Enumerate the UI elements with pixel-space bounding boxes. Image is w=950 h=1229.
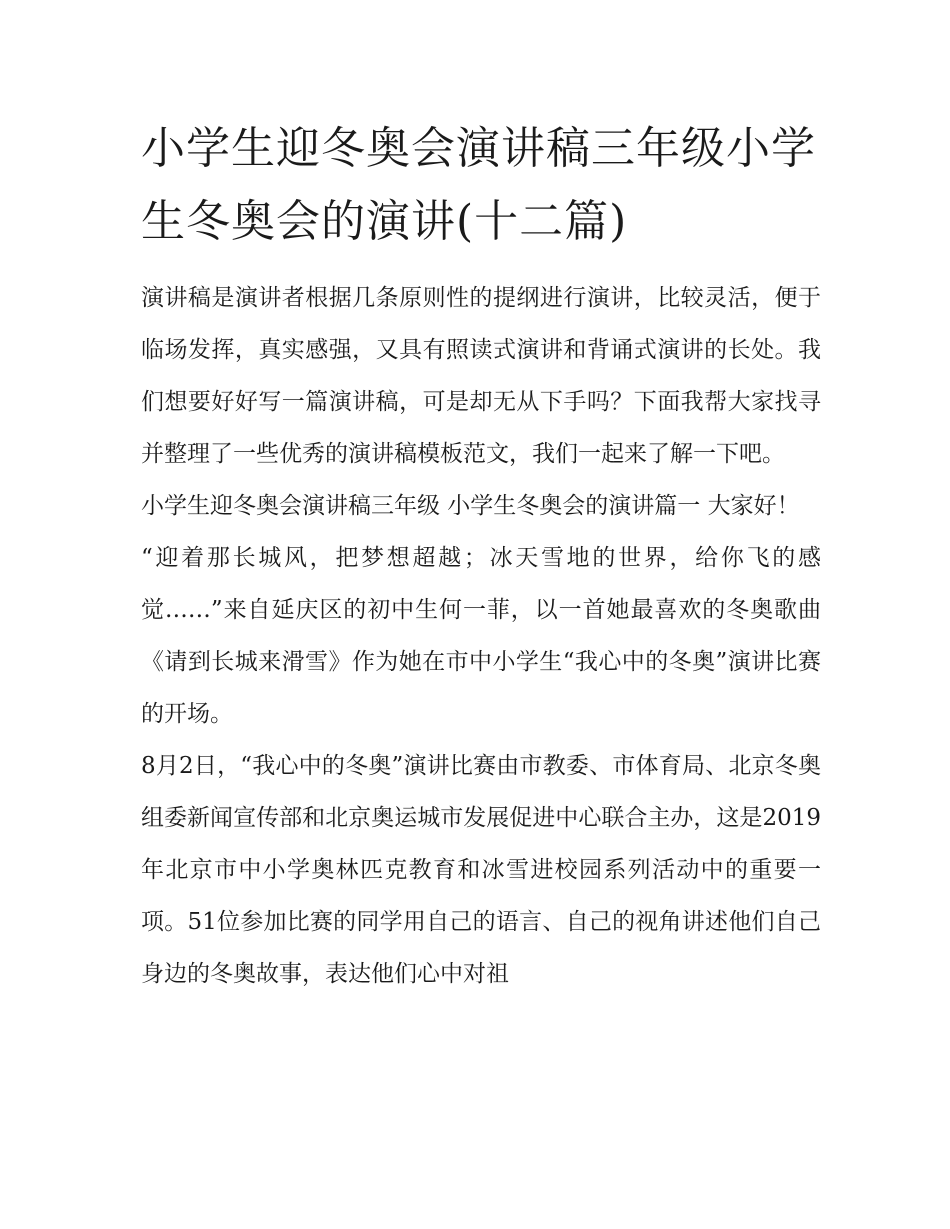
intro-paragraph: 演讲稿是演讲者根据几条原则性的提纲进行演讲，比较灵活，便于临场发挥，真实感强，又具有照读式演讲和背诵式演讲的长处。我们想要好好写一篇演讲稿，可是却无从下手吗？下面我帮大家找寻并整理了一些优秀的演讲稿模板范文，我们一起来了解一下吧。: [141, 285, 821, 467]
speech-heading-paragraph: 小学生迎冬奥会演讲稿三年级 小学生冬奥会的演讲篇一 大家好！: [141, 493, 800, 519]
body-paragraph: “迎着那长城风，把梦想超越；冰天雪地的世界，给你飞的感觉……”来自延庆区的初中生何一菲，以一首她最喜欢的冬奥歌曲《请到长城来滑雪》作为她在市中小学生“我心中的冬奥”演讲比赛的开场。: [141, 545, 821, 727]
body-paragraph: 8月2日，“我心中的冬奥”演讲比赛由市教委、市体育局、北京冬奥组委新闻宣传部和北京奥运城市发展促进中心联合主办，这是2019年北京市中小学奥林匹克教育和冰雪进校园系列活动中的重要一项。51位参加比赛的同学用自己的语言、自己的视角讲述他们自己身边的冬奥故事，表达他们心中对祖: [141, 753, 821, 987]
document-title: 小学生迎冬奥会演讲稿三年级小学生冬奥会的演讲(十二篇): [141, 123, 816, 247]
document-body: [141, 112, 821, 1000]
